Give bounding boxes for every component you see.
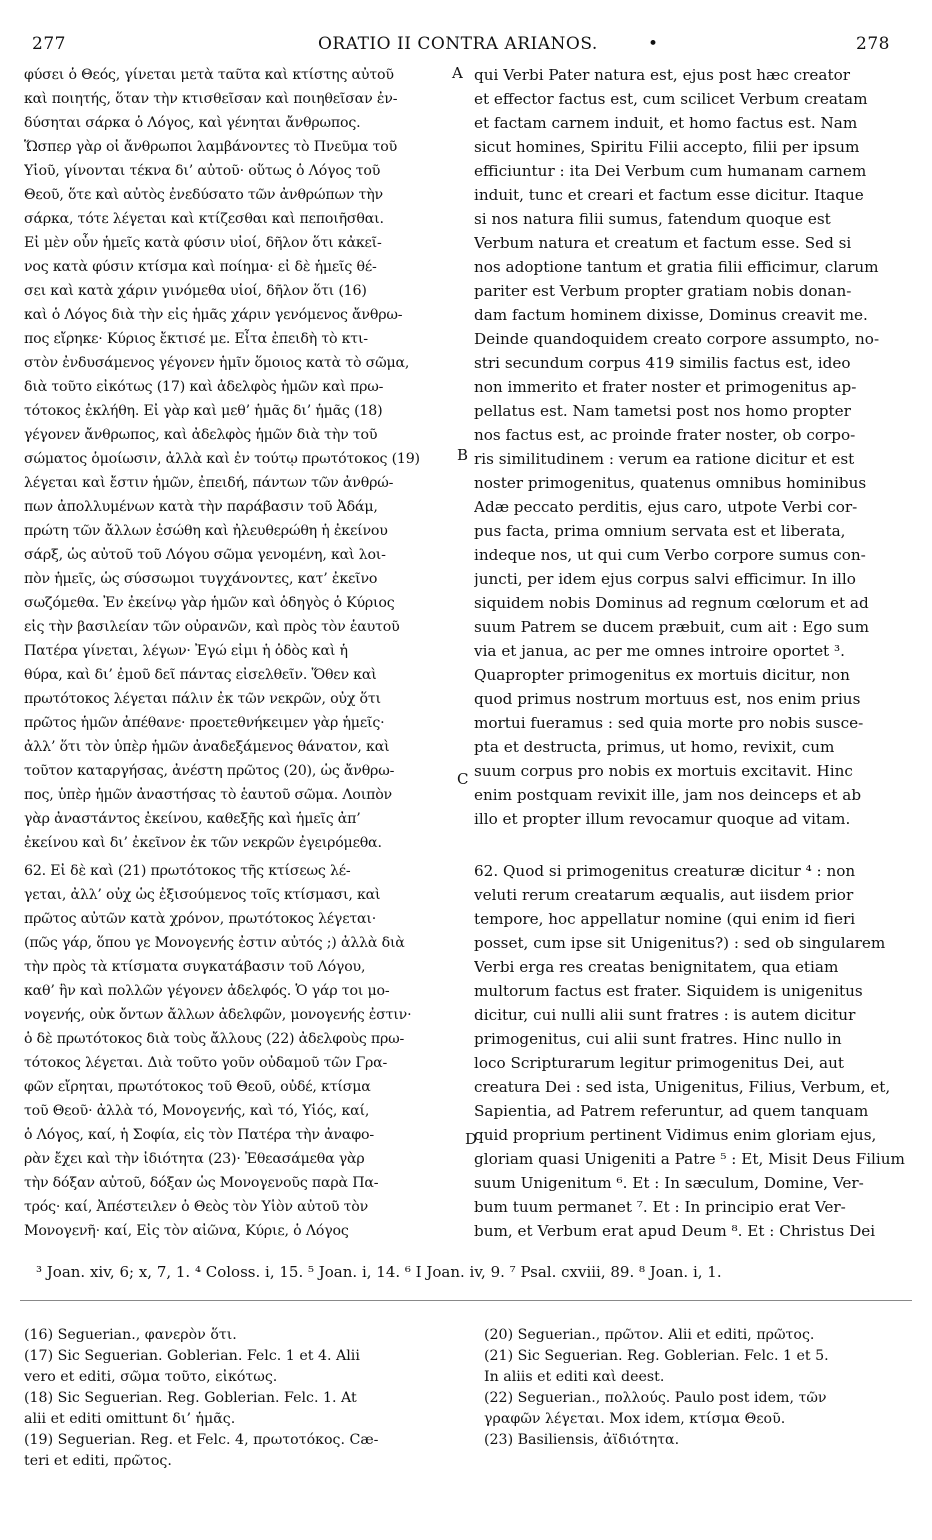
text-line: quod primus nostrum mortuus est, nos enim prius [474,690,861,708]
text-line: (22) Seguerian., πολλούς. Paulo post idem, τῶν [484,1390,827,1406]
text-line: pariter est Verbum propter gratiam nobis donan- [474,282,852,300]
text-line: Ὥσπερ γὰρ οἱ ἄνθρωποι λαμβάνοντες τὸ Πνεῦμα τοῦ [24,139,397,155]
text-line: Deinde quandoquidem creato corpore assumpto, no- [474,330,880,348]
text-line: pus facta, prima omnium servata est et liberata, [474,522,846,540]
text-line: (20) Seguerian., πρῶτον. Alii et editi, πρῶτος. [484,1327,815,1343]
running-title: ORATIO II CONTRA ARIANOS. [318,34,598,54]
text-line: gloriam quasi Unigeniti a Patre ⁵ : Et, Misit Deus Filium [474,1150,905,1168]
greek-column-part2 [24,859,470,1243]
text-line: pellatus est. Nam tametsi post nos homo propter [474,402,851,420]
text-line: dam factum hominem dixisse, Dominus creavit me. [474,306,868,324]
text-line: bum, et Verbum erat apud Deum ⁸. Et : Christus Dei [474,1222,876,1240]
text-line: si nos natura filii sumus, fatendum quoque est [474,210,831,228]
text-line: Μονογενῆ· καί, Εἰς τὸν αἰῶνα, Κύριε, ὁ Λόγος [24,1223,349,1239]
text-line: σώματος ὁμοίωσιν, ἀλλὰ καὶ ἐν τούτῳ πρωτότοκος (19) [24,451,420,467]
text-line: (21) Sic Seguerian. Reg. Goblerian. Felc. 1 et 5. [484,1348,829,1364]
text-line: nos adoptione tantum et gratia filii efficimur, clarum [474,258,879,276]
page-number-right: 278 [856,34,890,54]
margin-letter-a: A [452,64,463,82]
text-line: γραφῶν λέγεται. Mox idem, κτίσμα Θεοῦ. [484,1411,786,1427]
text-line: καθ’ ἣν καὶ πολλῶν γέγονεν ἀδελφός. Ὁ γάρ τοι μο- [24,983,390,999]
running-header [0,34,932,58]
text-line: 62. Εἰ δὲ καὶ (21) πρωτότοκος τῆς κτίσεως λέ- [24,863,351,879]
text-line: pta et destructa, primus, ut homo, revixit, cum [474,738,835,756]
text-line: δύσηται σάρκα ὁ Λόγος, καὶ γένηται ἄνθρωπος. [24,115,361,131]
text-line: indeque nos, ut qui cum Verbo corpore sumus con- [474,546,866,564]
text-line: ρὰν ἔχει καὶ τὴν ἰδιότητα (23)· Ἐθεασάμεθα γὰρ [24,1151,365,1167]
text-line: Υἱοῦ, γίνονται τέκνα δι’ αὐτοῦ· οὕτως ὁ Λόγος τοῦ [24,163,381,179]
text-line: γὰρ ἀναστάντος ἐκείνου, καθεξῆς καὶ ἡμεῖς ἀπ’ [24,811,361,827]
text-line: πρώτη τῶν ἄλλων ἐσώθη καὶ ἠλευθερώθη ἡ ἐκείνου [24,523,388,539]
text-line: σωζόμεθα. Ἐν ἐκείνῳ γὰρ ἡμῶν καὶ ὁδηγὸς ὁ Κύριος [24,595,395,611]
text-line: stri secundum corpus 419 similis factus est, ideo [474,354,851,372]
text-line: suum Unigenitum ⁶. Et : In sæculum, Domine, Ver- [474,1174,864,1192]
text-line: Πατέρα γίνεται, λέγων· Ἐγώ εἰμι ἡ ὁδὸς καὶ ἡ [24,643,348,659]
text-line: enim postquam revixit ille, jam nos deinceps et ab [474,786,862,804]
text-line: Εἰ μὲν οὖν ἡμεῖς κατὰ φύσιν υἱοί, δῆλον ὅτι κἀκεῖ- [24,235,382,251]
text-line: et effector factus est, cum scilicet Verbum creatam [474,90,868,108]
text-line: νογενής, οὐκ ὄντων ἄλλων ἀδελφῶν, μονογενής ἐστιν· [24,1007,412,1023]
text-line: loco Scripturarum legitur primogenitus Dei, aut [474,1054,844,1072]
text-line: πος, ὑπὲρ ἡμῶν ἀναστήσας τὸ ἑαυτοῦ σῶμα. Λοιπὸν [24,787,392,803]
variant-notes-left [24,1325,469,1472]
text-line: (18) Sic Seguerian. Reg. Goblerian. Felc. 1. At [24,1390,357,1406]
text-line: τότοκος λέγεται. Διὰ τοῦτο γοῦν οὐδαμοῦ τῶν Γρα- [24,1055,388,1071]
text-line: τρός· καί, Ἀπέστειλεν ὁ Θεὸς τὸν Υἱὸν αὐτοῦ τὸν [24,1199,369,1215]
text-line: νος κατὰ φύσιν κτίσμα καὶ ποίημα· εἰ δὲ ἡμεῖς θέ- [24,259,377,275]
text-line: καὶ ποιητής, ὅταν τὴν κτισθεῖσαν καὶ ποιηθεῖσαν ἐν- [24,91,398,107]
text-line: qui Verbi Pater natura est, ejus post hæc creator [474,66,850,84]
text-line: λέγεται καὶ ἔστιν ἡμῶν, ἐπειδή, πάντων τῶν ἀνθρώ- [24,475,394,491]
text-line: induit, tunc et creari et factum esse dicitur. Itaque [474,186,864,204]
text-line: (23) Basiliensis, ἀϊδιότητα. [484,1432,680,1448]
text-line: teri et editi, πρῶτος. [24,1453,172,1469]
text-line: πος εἴρηκε· Κύριος ἔκτισέ με. Εἶτα ἐπειδὴ τὸ κτι- [24,331,368,347]
text-line: Verbi erga res creatas benignitatem, qua etiam [474,958,839,976]
text-line: τοῦ Θεοῦ· ἀλλὰ τό, Μονογενής, καὶ τό, Υἱός, καί, [24,1103,370,1119]
text-line: σάρκα, τότε λέγεται καὶ κτίζεσθαι καὶ πεποιῆσθαι. [24,211,384,227]
text-line: διὰ τοῦτο εἰκότως (17) καὶ ἀδελφὸς ἡμῶν καὶ πρω- [24,379,384,395]
text-line: στὸν ἐνδυσάμενος γέγονεν ἡμῖν ὅμοιος κατὰ τὸ σῶμα, [24,355,410,371]
latin-column-part2 [474,859,918,1243]
margin-letter-b: B [457,446,469,464]
variant-notes-right [484,1325,916,1451]
page-number-left: 277 [32,34,66,54]
text-line: φύσει ὁ Θεός, γίνεται μετὰ ταῦτα καὶ κτίστης αὐτοῦ [24,67,394,83]
text-line: πρῶτος ἡμῶν ἀπέθανε· προετεθνήκειμεν γὰρ ἡμεῖς· [24,715,385,731]
text-line: (17) Sic Seguerian. Goblerian. Felc. 1 et 4. Alii [24,1348,360,1364]
text-line: noster primogenitus, quatenus omnibus hominibus [474,474,867,492]
text-line: siquidem nobis Dominus ad regnum cœlorum et ad [474,594,869,612]
text-line: (19) Seguerian. Reg. et Felc. 4, πρωτοτόκος. Cæ- [24,1432,379,1448]
text-line: ὁ δὲ πρωτότοκος διὰ τοὺς ἄλλους (22) ἀδελφοὺς πρω- [24,1031,405,1047]
text-line: τότοκος ἐκλήθη. Εἰ γὰρ καὶ μεθ’ ἡμᾶς δι’ ἡμᾶς (18) [24,403,383,419]
text-line: creatura Dei : sed ista, Unigenitus, Filius, Verbum, et, [474,1078,891,1096]
text-line: Adæ peccato perditis, ejus caro, utpote Verbi cor- [474,498,858,516]
text-line: ὁ Λόγος, καί, ἡ Σοφία, εἰς τὸν Πατέρα τὴν ἀναφο- [24,1127,374,1143]
text-line: τὴν πρὸς τὰ κτίσματα συγκατάβασιν τοῦ Λόγου, [24,959,366,975]
text-line: ἐκείνου καὶ δι’ ἐκεῖνον ἐκ τῶν νεκρῶν ἐγειρόμεθα. [24,835,382,851]
text-line: Quapropter primogenitus ex mortuis dicitur, non [474,666,850,684]
text-line: suum Patrem se ducem præbuit, cum ait : Ego sum [474,618,870,636]
text-line: Verbum natura et creatum et factum esse. Sed si [474,234,852,252]
text-line: non immerito et frater noster et primogenitus ap- [474,378,857,396]
text-line: γεται, ἀλλ’ οὐχ ὡς ἐξισούμενος τοῖς κτίσμασι, καὶ [24,887,381,903]
text-line: καὶ ὁ Λόγος διὰ τὴν εἰς ἡμᾶς χάριν γενόμενος ἄνθρω- [24,307,403,323]
text-line: Sapientia, ad Patrem referuntur, ad quem tanquam [474,1102,869,1120]
text-line: Θεοῦ, ὅτε καὶ αὐτὸς ἐνεδύσατο τῶν ἀνθρώπων τὴν [24,187,383,203]
text-line: tempore, hoc appellatur nomine (qui enim id fieri [474,910,856,928]
text-line: veluti rerum creatarum æqualis, aut iisdem prior [474,886,854,904]
text-line: (πῶς γάρ, ὅπου γε Μονογενής ἐστιν αὐτός ;) ἀλλὰ διὰ [24,935,405,951]
text-line: primogenitus, cui alii sunt fratres. Hinc nullo in [474,1030,842,1048]
text-line: σάρξ, ὡς αὐτοῦ τοῦ Λόγου σῶμα γενομένη, καὶ λοι- [24,547,386,563]
text-line: εἰς τὴν βασιλείαν τῶν οὐρανῶν, καὶ πρὸς τὸν ἑαυτοῦ [24,619,400,635]
text-line: πρωτότοκος λέγεται πάλιν ἐκ τῶν νεκρῶν, οὐχ ὅτι [24,691,381,707]
text-line: posset, cum ipse sit Unigenitus?) : sed ob singularem [474,934,886,952]
text-line: efficiuntur : ita Dei Verbum cum humanam carnem [474,162,867,180]
text-line: nos factus est, ac proinde frater noster, ob corpo- [474,426,856,444]
text-line: via et janua, ac per me omnes introire oportet ³. [474,642,845,660]
text-line: vero et editi, σῶμα τοῦτο, εἰκότως. [24,1369,278,1385]
text-line: φῶν εἴρηται, πρωτότοκος τοῦ Θεοῦ, οὐδέ, κτίσμα [24,1079,371,1095]
text-line: τὴν δόξαν αὐτοῦ, δόξαν ὡς Μονογενοῦς παρὰ Πα- [24,1175,379,1191]
text-line: mortui fueramus : sed quia morte pro nobis susce- [474,714,864,732]
text-line: (16) Seguerian., φανερὸν ὅτι. [24,1327,237,1343]
text-line: suum corpus pro nobis ex mortuis excitavit. Hinc [474,762,853,780]
scripture-references: ³ Joan. xiv, 6; x, 7, 1. ⁴ Coloss. i, 15. ⁵ Joan. i, 14. ⁶ I Joan. iv, 9. ⁷ Psal. cxviii, 89. ⁸ Joan. i, 1. [36,1263,722,1281]
text-line: ἀλλ’ ὅτι τὸν ὑπὲρ ἡμῶν ἀναδεξάμενος θάνατον, καὶ [24,739,390,755]
text-line: multorum factus est frater. Siquidem is unigenitus [474,982,863,1000]
text-line: quid proprium pertinent Vidimus enim gloriam ejus, [474,1126,877,1144]
latin-column-part1 [474,63,918,831]
text-line: θύρα, καὶ δι’ ἐμοῦ δεῖ πάντας εἰσελθεῖν. Ὅθεν καὶ [24,667,377,683]
text-line: πρῶτος αὐτῶν κατὰ χρόνον, πρωτότοκος λέγεται· [24,911,377,927]
greek-column-part1 [24,63,470,855]
text-line: 62. Quod si primogenitus creaturæ dicitur ⁴ : non [474,862,856,880]
text-line: juncti, per idem ejus corpus salvi efficimur. In illo [474,570,856,588]
text-line: πων ἀπολλυμένων κατὰ τὴν παράβασιν τοῦ Ἀδάμ, [24,499,378,515]
text-line: πὸν ἡμεῖς, ὡς σύσσωμοι τυγχάνοντες, κατ’ ἐκεῖνο [24,571,378,587]
text-line: In aliis et editi καὶ deest. [484,1369,665,1385]
text-line: et factam carnem induit, et homo factus est. Nam [474,114,858,132]
header-dot: • [648,34,659,54]
text-line: ris similitudinem : verum ea ratione dicitur et est [474,450,855,468]
text-line: sicut homines, Spiritu Filii accepto, filii per ipsum [474,138,860,156]
text-line: alii et editi omittunt δι’ ἡμᾶς. [24,1411,236,1427]
footnote-divider [20,1300,912,1301]
text-line: bum tuum permanet ⁷. Et : In principio erat Ver- [474,1198,846,1216]
text-line: τοῦτον καταργήσας, ἀνέστη πρῶτος (20), ὡς ἄνθρω- [24,763,395,779]
text-line: γέγονεν ἄνθρωπος, καὶ ἀδελφὸς ἡμῶν διὰ τὴν τοῦ [24,427,378,443]
margin-letter-c: C [457,770,469,788]
text-line: σει καὶ κατὰ χάριν γινόμεθα υἱοί, δῆλον ὅτι (16) [24,283,367,299]
text-line: illo et propter illum revocamur quoque ad vitam. [474,810,851,828]
text-line: dicitur, cui nulli alii sunt fratres : is autem dicitur [474,1006,856,1024]
margin-letter-d: D [465,1130,478,1148]
